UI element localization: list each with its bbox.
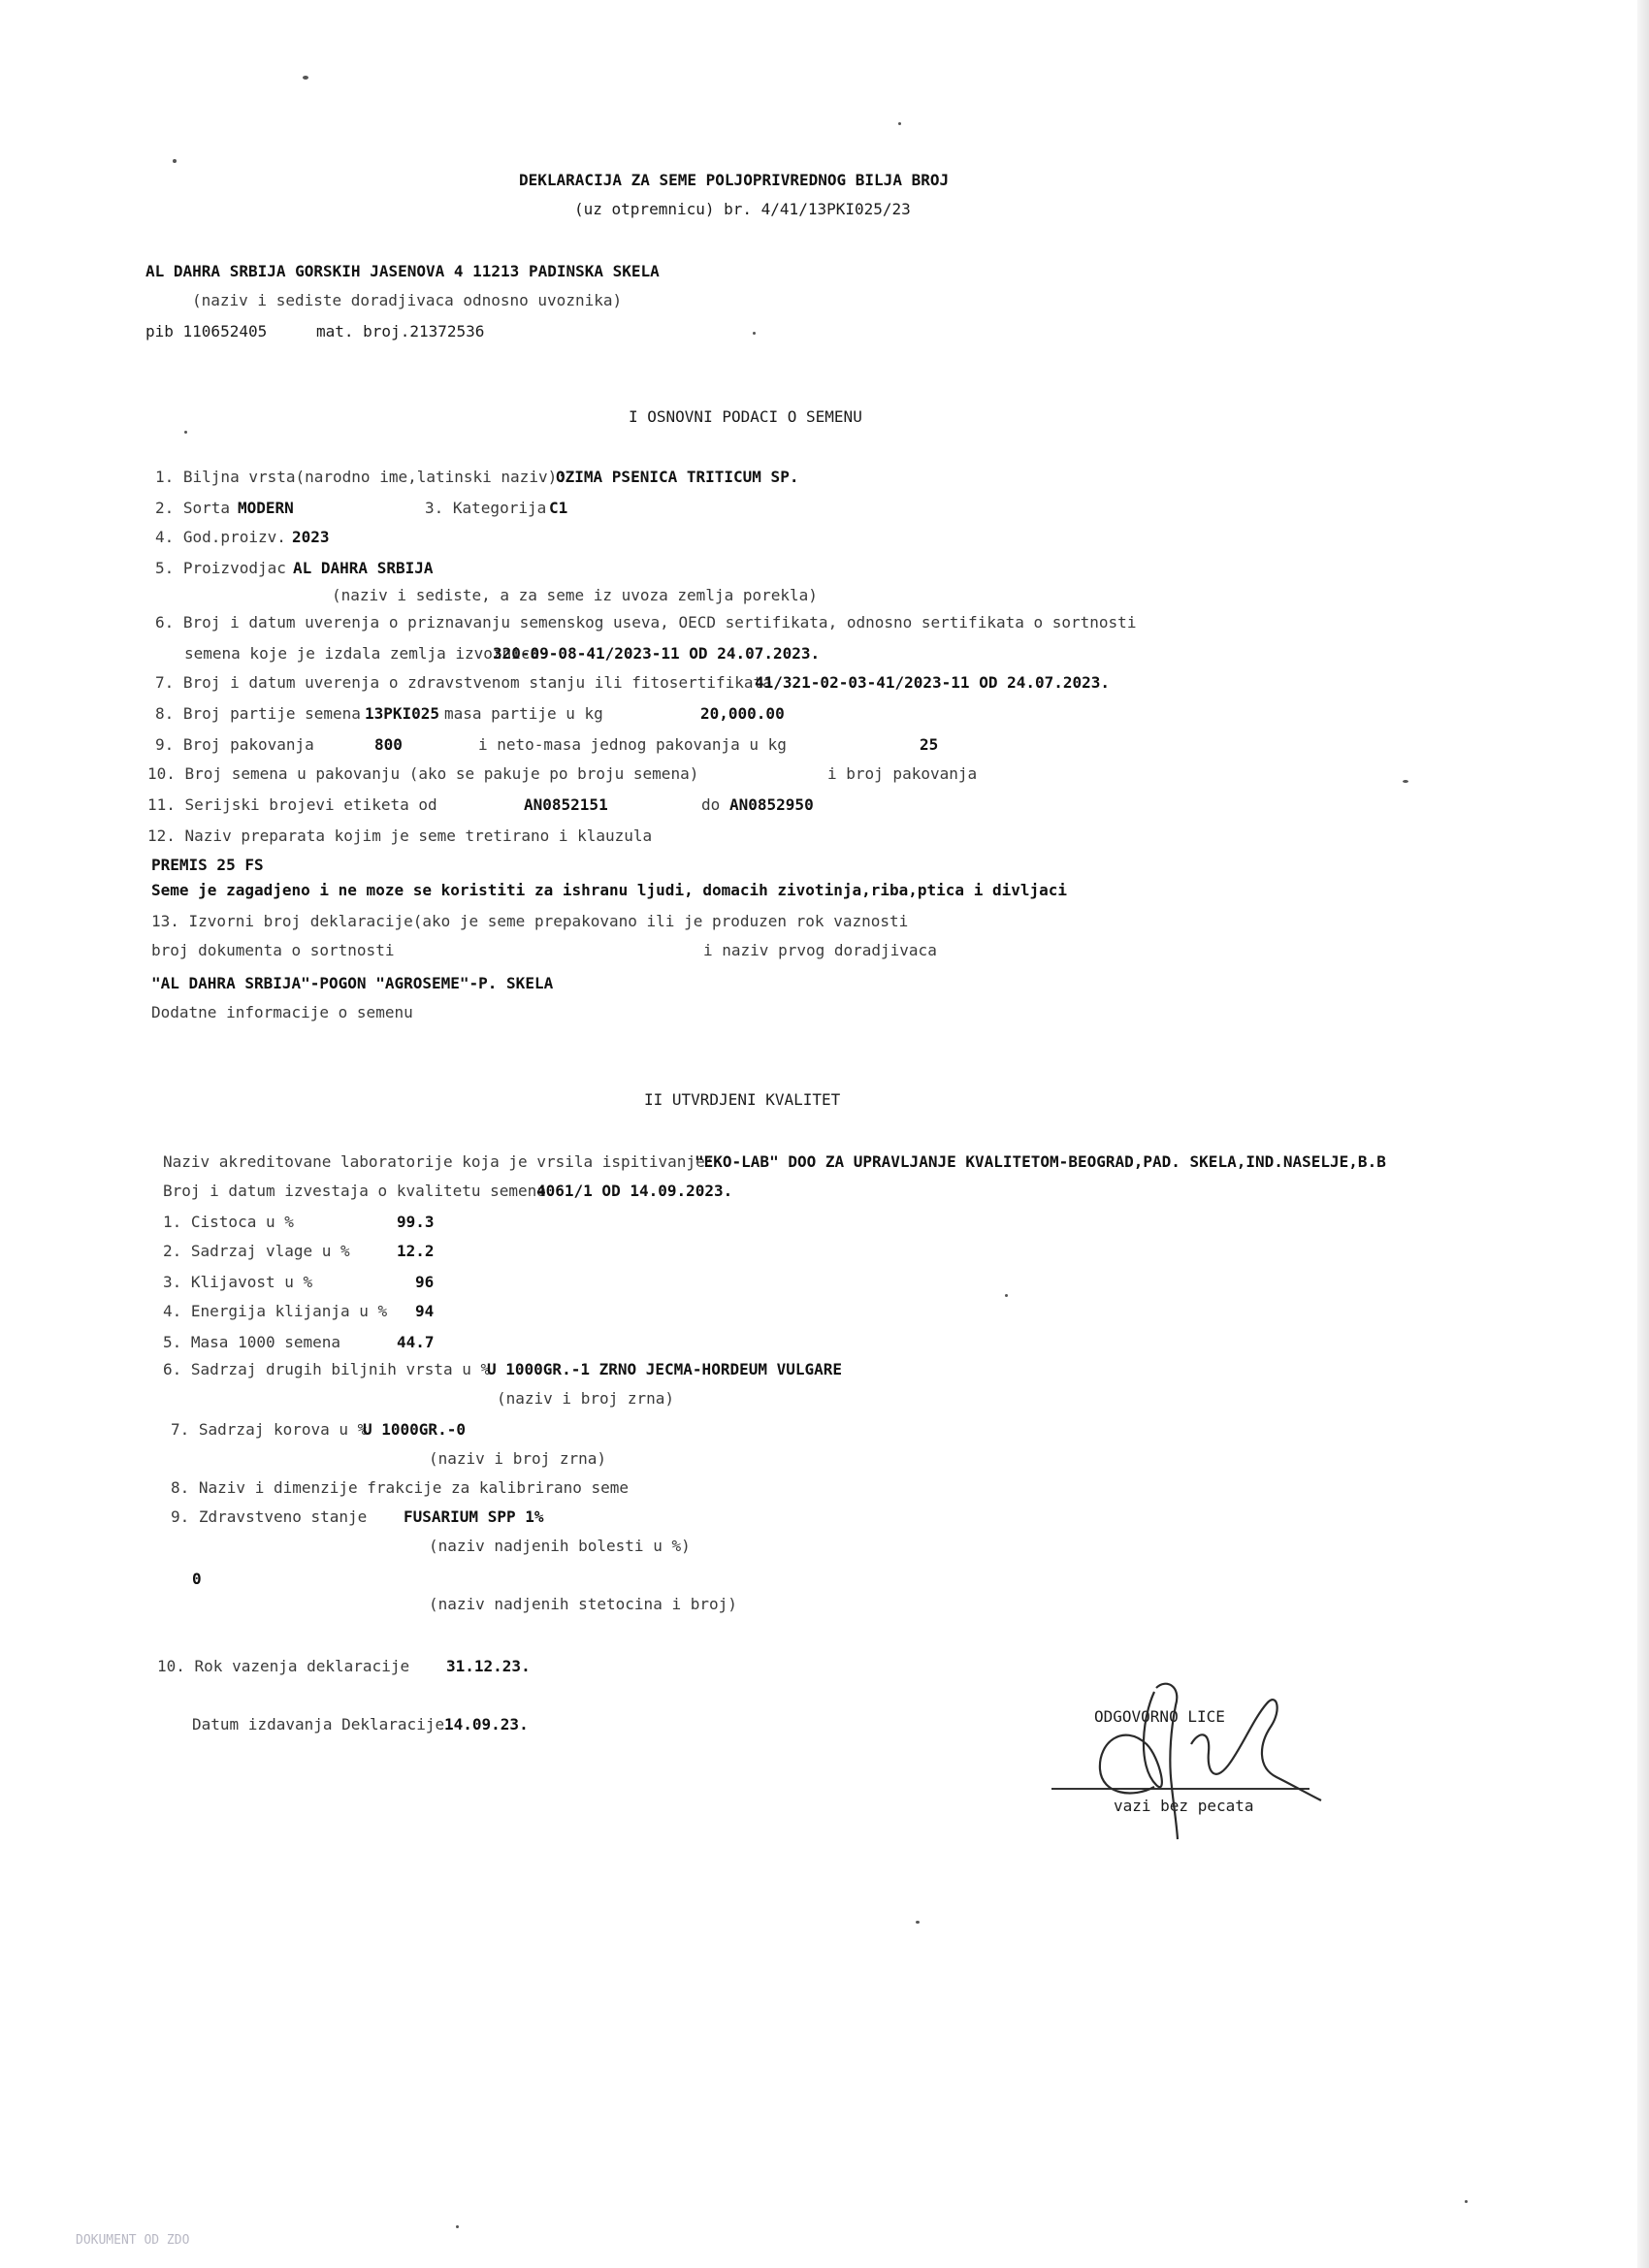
q8-label: 8. Naziv i dimenzije frakcije za kalibrirano seme xyxy=(171,1478,630,1497)
row12-value: PREMIS 25 FS xyxy=(151,856,264,874)
company-mat: mat. broj.21372536 xyxy=(316,322,485,340)
damage-value: 0 xyxy=(192,1570,202,1588)
row11-to-label: do xyxy=(701,795,721,814)
q3-value: 96 xyxy=(415,1273,435,1291)
row13-value: "AL DAHRA SRBIJA"-POGON "AGROSEME"-P. SKELA xyxy=(151,974,554,992)
issue-label: Datum izdavanja Deklaracije xyxy=(192,1715,445,1733)
row12-label: 12. Naziv preparata kojim je seme tretirano i klauzula xyxy=(147,826,653,845)
q2-label: 2. Sadrzaj vlage u % xyxy=(163,1242,350,1260)
company-caption: (naziv i sediste doradjivaca odnosno uvoznika) xyxy=(192,291,623,309)
q1-value: 99.3 xyxy=(397,1213,435,1231)
row9-net-label: i neto-masa jednog pakovanja u kg xyxy=(478,735,787,754)
q4-label: 4. Energija klijanja u % xyxy=(163,1302,388,1320)
row10-label: 10. Broj semena u pakovanju (ako se pakuje po broju semena) xyxy=(147,764,699,783)
row4-label: 4. God.proizv. xyxy=(155,528,286,546)
q6-caption: (naziv i broj zrna) xyxy=(497,1389,675,1408)
row5-value: AL DAHRA SRBIJA xyxy=(293,559,434,577)
company-line: AL DAHRA SRBIJA GORSKIH JASENOVA 4 11213 PADINSKA SKELA xyxy=(146,262,660,280)
scan-speck xyxy=(456,2225,459,2228)
lab-value: "EKO-LAB" DOO ZA UPRAVLJANJE KVALITETOM-BEOGRAD,PAD. SKELA,IND.NASELJE,B.B xyxy=(695,1152,1386,1171)
report-value: 4061/1 OD 14.09.2023. xyxy=(536,1182,733,1200)
q6-label: 6. Sadrzaj drugih biljnih vrsta u % xyxy=(163,1360,491,1378)
row6-value: 320-09-08-41/2023-11 OD 24.07.2023. xyxy=(493,644,821,663)
row13-first: i naziv prvog doradjivaca xyxy=(703,941,937,959)
scan-speck xyxy=(1403,780,1408,783)
row8-mass-value: 20,000.00 xyxy=(700,704,785,723)
row11-to: AN0852950 xyxy=(729,795,814,814)
row13-doc: broj dokumenta o sortnosti xyxy=(151,941,395,959)
lab-label: Naziv akreditovane laboratorije koja je vrsila ispitivanje: xyxy=(163,1152,715,1171)
row13-label: 13. Izvorni broj deklaracije(ako je seme prepakovano ili je produzen rok vaznosti xyxy=(151,912,909,930)
q2-value: 12.2 xyxy=(397,1242,435,1260)
row2-value: MODERN xyxy=(238,499,294,517)
scan-speck xyxy=(898,122,901,125)
q6-value: U 1000GR.-1 ZRNO JECMA-HORDEUM VULGARE xyxy=(487,1360,843,1378)
row12-clause: Seme je zagadjeno i ne moze se koristiti za ishranu ljudi, domacih zivotinja,riba,ptica i divljaci xyxy=(151,881,1068,899)
section2-title: II UTVRDJENI KVALITET xyxy=(644,1090,841,1109)
q10-label: 10. Rok vazenja deklaracije xyxy=(157,1657,410,1675)
row9-label: 9. Broj pakovanja xyxy=(155,735,314,754)
document-title: DEKLARACIJA ZA SEME POLJOPRIVREDNOG BILJA BROJ xyxy=(519,171,950,189)
scan-edge-shadow xyxy=(1637,0,1649,2268)
report-label: Broj i datum izvestaja o kvalitetu semena xyxy=(163,1182,546,1200)
scan-speck xyxy=(916,1921,920,1924)
row7-label: 7. Broj i datum uverenja o zdravstvenom stanju ili fitosertifikata xyxy=(155,673,772,692)
row8-label: 8. Broj partije semena xyxy=(155,704,361,723)
scan-speck xyxy=(753,332,756,335)
q7-value: U 1000GR.-0 xyxy=(363,1420,466,1439)
faint-bleed-text: DOKUMENT OD ZDO xyxy=(76,2233,190,2248)
section1-title: I OSNOVNI PODACI O SEMENU xyxy=(629,407,862,426)
damage-caption: (naziv nadjenih stetocina i broj) xyxy=(429,1595,737,1613)
q10-value: 31.12.23. xyxy=(446,1657,531,1675)
q9-caption: (naziv nadjenih bolesti u %) xyxy=(429,1537,691,1555)
scan-speck xyxy=(1005,1294,1008,1297)
row3-value: C1 xyxy=(549,499,568,517)
document-subtitle: (uz otpremnicu) br. 4/41/13PKI025/23 xyxy=(574,200,911,218)
q5-label: 5. Masa 1000 semena xyxy=(163,1333,341,1351)
row6-text: 6. Broj i datum uverenja o priznavanju semenskog useva, OECD sertifikata, odnosno sertifikata o sortnosti xyxy=(155,613,1137,632)
handwritten-signature xyxy=(1048,1649,1339,1843)
extra-info: Dodatne informacije o semenu xyxy=(151,1003,413,1021)
q4-value: 94 xyxy=(415,1302,435,1320)
signature-title: ODGOVORNO LICE xyxy=(1094,1707,1225,1726)
row1-value: OZIMA PSENICA TRITICUM SP. xyxy=(556,468,799,486)
row11-label: 11. Serijski brojevi etiketa od xyxy=(147,795,437,814)
row2-label: 2. Sorta xyxy=(155,499,231,517)
row5-caption: (naziv i sediste, a za seme iz uvoza zemlja porekla) xyxy=(332,586,818,604)
row8-mass-label: masa partije u kg xyxy=(444,704,603,723)
row10-label2: i broj pakovanja xyxy=(827,764,978,783)
row5-label: 5. Proizvodjac xyxy=(155,559,286,577)
scan-speck xyxy=(303,76,308,80)
scan-speck xyxy=(184,431,187,434)
signature-note: vazi bez pecata xyxy=(1114,1797,1254,1815)
q7-caption: (naziv i broj zrna) xyxy=(429,1449,607,1468)
row1-label: 1. Biljna vrsta(narodno ime,latinski naziv): xyxy=(155,468,566,486)
row9-net-value: 25 xyxy=(920,735,939,754)
issue-value: 14.09.23. xyxy=(444,1715,529,1733)
q7-label: 7. Sadrzaj korova u % xyxy=(171,1420,368,1439)
scan-speck xyxy=(173,159,177,163)
q1-label: 1. Cistoca u % xyxy=(163,1213,294,1231)
q9-value: FUSARIUM SPP 1% xyxy=(404,1507,544,1526)
q5-value: 44.7 xyxy=(397,1333,435,1351)
row11-from: AN0852151 xyxy=(524,795,608,814)
row9-value: 800 xyxy=(374,735,403,754)
row8-value: 13PKI025 xyxy=(365,704,440,723)
scan-speck xyxy=(1465,2200,1468,2203)
q3-label: 3. Klijavost u % xyxy=(163,1273,313,1291)
row4-value: 2023 xyxy=(292,528,330,546)
q9-label: 9. Zdravstveno stanje xyxy=(171,1507,368,1526)
row3-label: 3. Kategorija xyxy=(425,499,547,517)
row7-value: 41/321-02-03-41/2023-11 OD 24.07.2023. xyxy=(755,673,1111,692)
company-pib: pib 110652405 xyxy=(146,322,268,340)
row6-text2: semena koje je izdala zemlja izvoznica xyxy=(184,644,540,663)
